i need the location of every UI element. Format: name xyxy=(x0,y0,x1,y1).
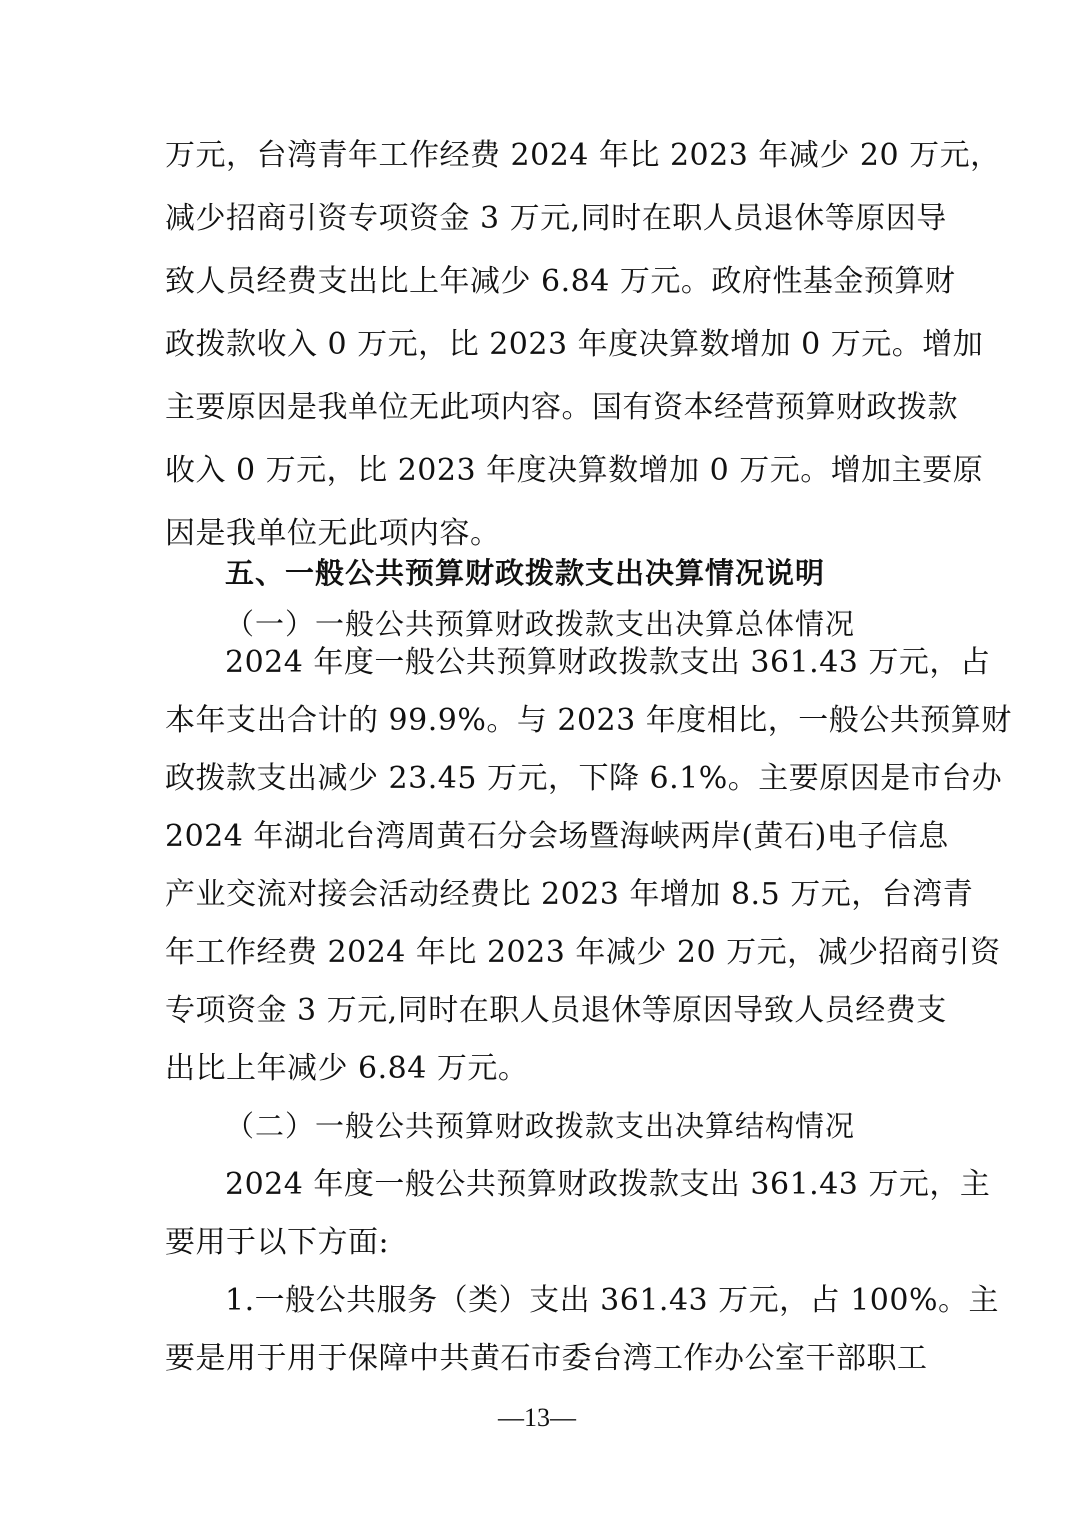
page-number: —13— xyxy=(498,1403,576,1432)
subsection-heading-2: （二）一般公共预算财政拨款支出决算结构情况 xyxy=(225,1109,856,1143)
paragraph-1-line-1: 万元，台湾青年工作经费 2024 年比 2023 年减少 20 万元， xyxy=(165,138,1001,173)
paragraph-4-line-1: 1.一般公共服务（类）支出 361.43 万元，占 100%。主 xyxy=(225,1283,999,1318)
paragraph-2-line-3: 政拨款支出减少 23.45 万元，下降 6.1%。主要原因是市台办 xyxy=(165,761,1003,796)
paragraph-1-line-4: 政拨款收入 0 万元，比 2023 年度决算数增加 0 万元。增加 xyxy=(165,327,984,362)
paragraph-1-line-3: 致人员经费支出比上年减少 6.84 万元。政府性基金预算财 xyxy=(165,264,956,299)
subsection-heading-1: （一）一般公共预算财政拨款支出决算总体情况 xyxy=(225,607,856,641)
paragraph-2-line-4: 2024 年湖北台湾周黄石分会场暨海峡两岸(黄石)电子信息 xyxy=(165,819,949,854)
paragraph-4-line-2: 要是用于用于保障中共黄石市委台湾工作办公室干部职工 xyxy=(165,1341,928,1376)
section-heading: 五、一般公共预算财政拨款支出决算情况说明 xyxy=(225,556,826,590)
paragraph-2-line-7: 专项资金 3 万元,同时在职人员退休等原因导致人员经费支 xyxy=(165,993,947,1028)
paragraph-1-line-6: 收入 0 万元，比 2023 年度决算数增加 0 万元。增加主要原 xyxy=(165,453,984,488)
paragraph-2-line-2: 本年支出合计的 99.9%。与 2023 年度相比，一般公共预算财 xyxy=(165,703,1012,738)
paragraph-2-line-6: 年工作经费 2024 年比 2023 年减少 20 万元，减少招商引资 xyxy=(165,935,1001,970)
paragraph-2-line-1: 2024 年度一般公共预算财政拨款支出 361.43 万元，占 xyxy=(225,645,991,680)
paragraph-1-line-5: 主要原因是我单位无此项内容。国有资本经营预算财政拨款 xyxy=(165,390,958,425)
paragraph-3-line-1: 2024 年度一般公共预算财政拨款支出 361.43 万元，主 xyxy=(225,1167,991,1202)
paragraph-2-line-5: 产业交流对接会活动经费比 2023 年增加 8.5 万元，台湾青 xyxy=(165,877,974,912)
paragraph-1-line-2: 减少招商引资专项资金 3 万元,同时在职人员退休等原因导 xyxy=(165,201,947,236)
paragraph-3-line-2: 要用于以下方面: xyxy=(165,1225,390,1260)
paragraph-2-line-8: 出比上年减少 6.84 万元。 xyxy=(165,1051,529,1086)
paragraph-1-line-7: 因是我单位无此项内容。 xyxy=(165,516,501,551)
